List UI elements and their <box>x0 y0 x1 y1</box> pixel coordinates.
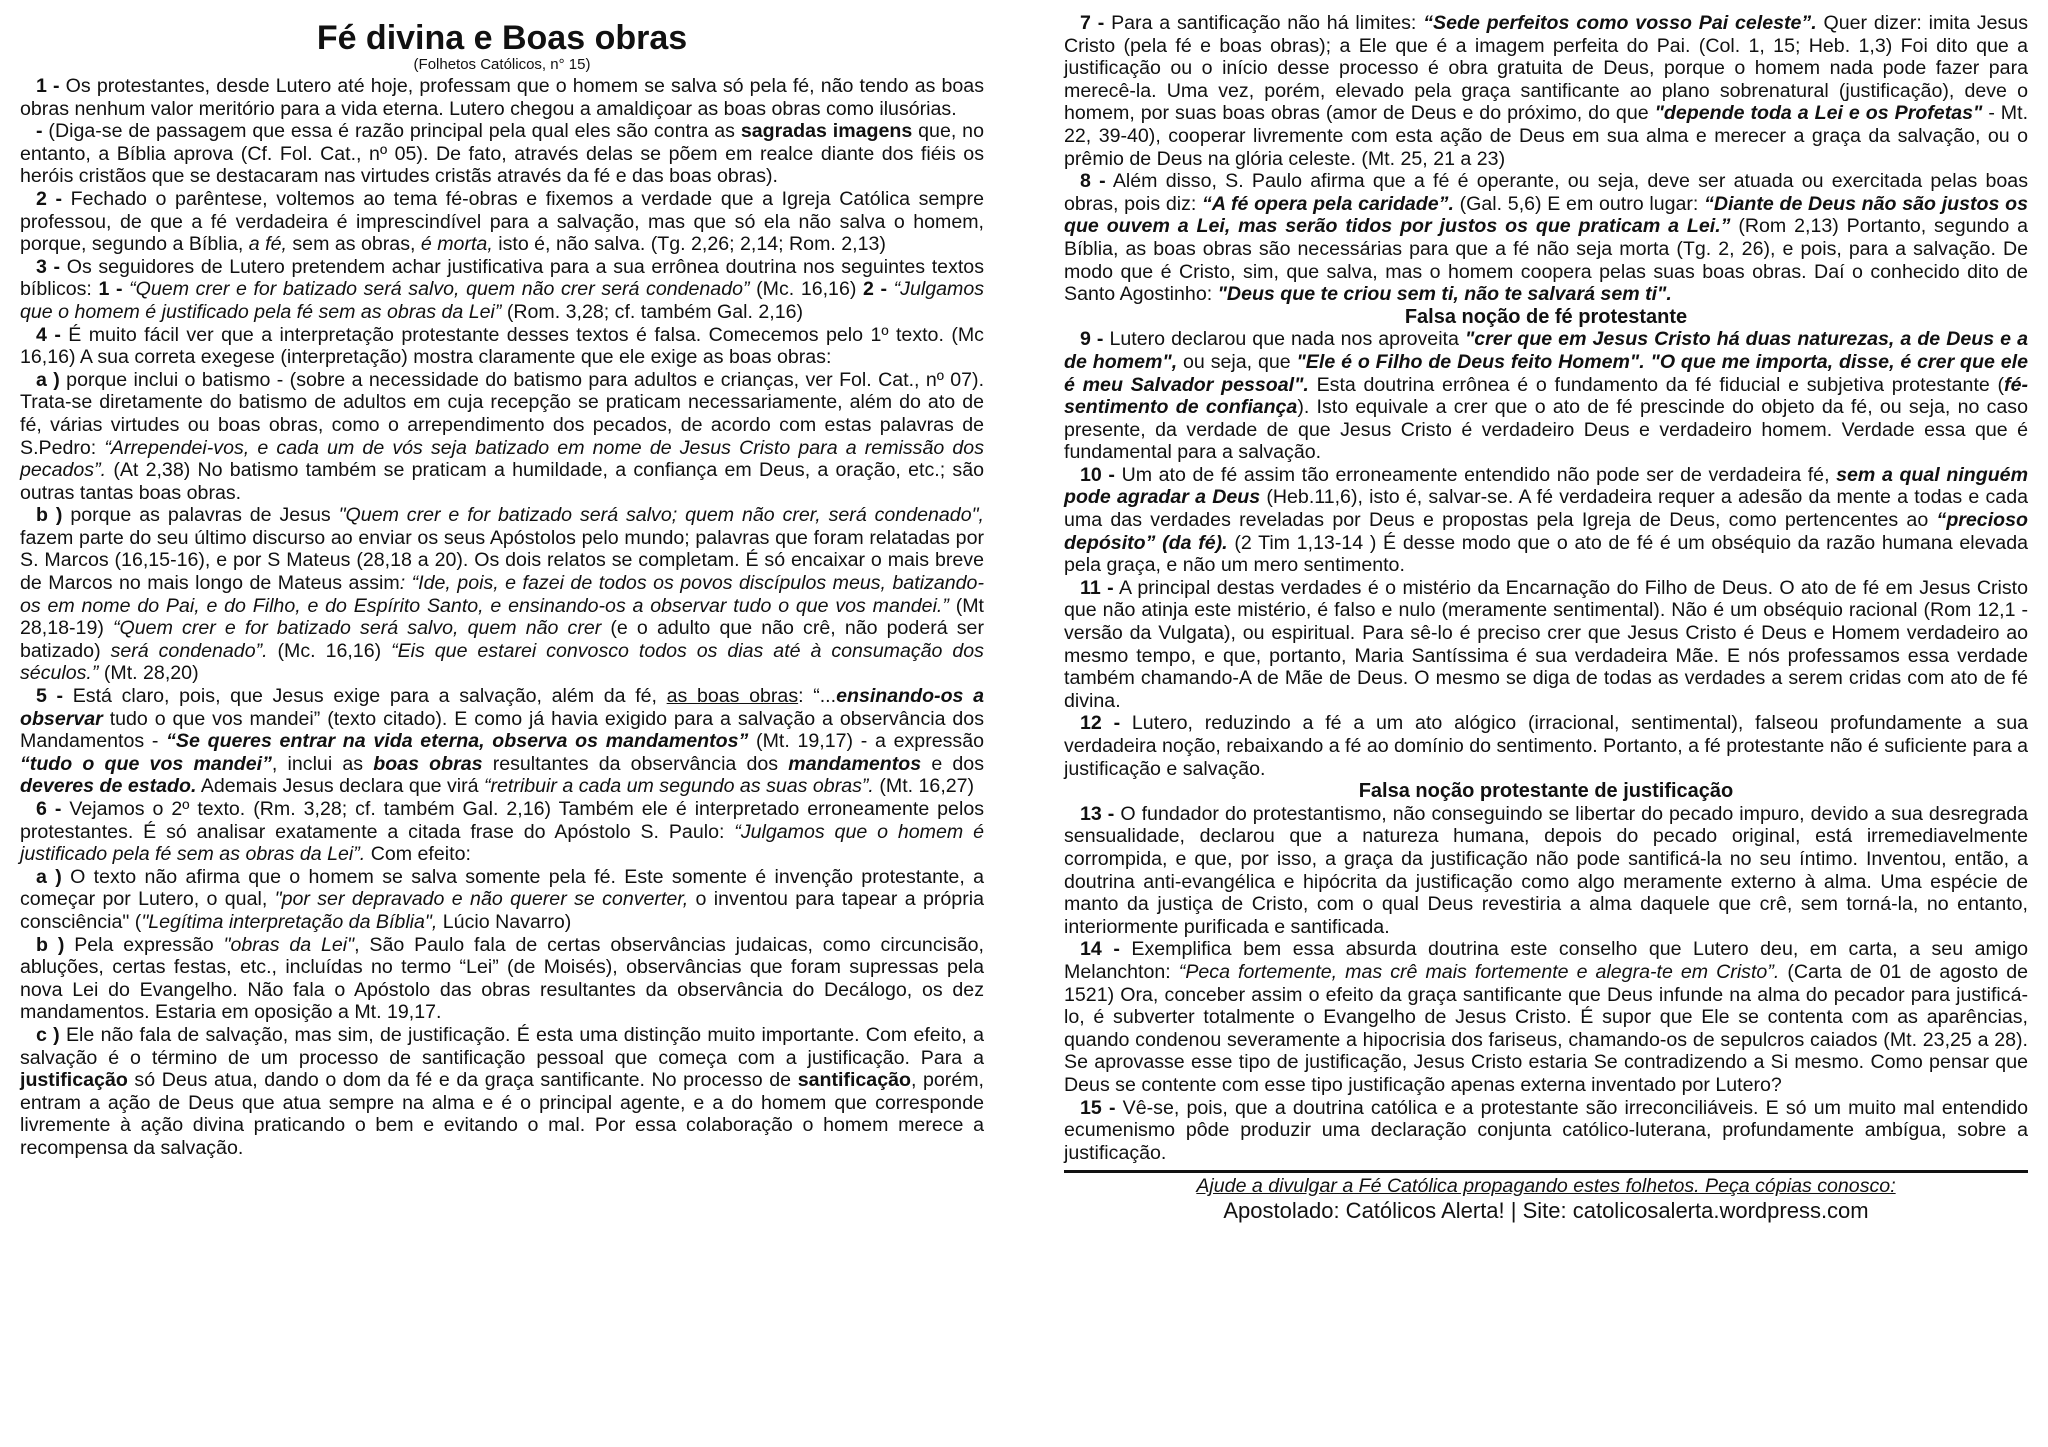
paragraph-7 <box>1064 12 2028 170</box>
quote: “Julgamos que o homem é justificado pela fé sem as obras da Lei” <box>20 278 985 323</box>
bold-text: santificação <box>797 1069 911 1092</box>
italic-text: é morta, <box>420 233 493 256</box>
text: Além disso, S. Paulo afirma que a fé é operante, ou seja, deve ser atuada ou exercitada pelas boas obras, pois diz: <box>1064 170 2029 215</box>
underlined-text: as boas obras <box>666 685 799 708</box>
paragraph-number: 10 - <box>1080 463 1115 486</box>
paragraph-12 <box>1064 712 2028 780</box>
bold-text: justificação <box>20 1069 128 1092</box>
text: Os protestantes, desde Lutero até hoje, professam que o homem se salva só pela fé, não tendo as boas obras nenhum valor meritório para a vida eterna. Lutero chegou a amaldiçoar as boas obras como ilusórias. <box>20 75 984 120</box>
text: : “... <box>798 685 837 708</box>
paragraph-number: - <box>36 120 43 143</box>
paragraph-6 <box>20 798 984 866</box>
quote: : “Ide, pois, e fazei de todos os povos discípulos meus, batizando-os em nome do Pai, e do Filho, e do Espírito Santo, e ensinando-os a observar tudo o que vos mandei.” <box>20 572 984 617</box>
paragraph-8 <box>1064 170 2028 306</box>
paragraph-6c <box>20 1024 984 1160</box>
bold-italic-text: “Sede perfeitos como vosso Pai celeste”. <box>1423 12 1817 34</box>
paragraph-number: 14 - <box>1080 938 1120 961</box>
text: , inclui as <box>271 752 364 775</box>
paragraph-number: a ) <box>36 368 60 391</box>
text: Está claro, pois, que Jesus exige para a salvação, além da fé, <box>72 685 657 708</box>
quote: “retribuir a cada um segundo as suas obras”. <box>483 775 874 798</box>
text: porque inclui o batismo - (sobre a necessidade do batismo para adultos e crianças, ver Fol. Cat., nº 07). Trata-se diretamente do batismo de adultos em cuja recepção se praticam necessariamente, além do ato de fé, várias virtudes ou boas obras, como o arrependimento dos pecados, de acordo com estas palavras de S.Pedro: <box>20 368 985 459</box>
text: resultantes da observância dos <box>492 752 779 775</box>
item-number: 1 - <box>98 278 123 301</box>
text: (Mc. 16,16) <box>277 639 382 662</box>
paragraph-15 <box>1064 1097 2028 1165</box>
bold-italic-text: deveres de estado. <box>20 775 197 798</box>
text: (Diga-se de passagem que essa é razão principal pela qual eles são contra as <box>48 120 735 143</box>
left-column <box>20 12 984 1160</box>
text: só Deus atua, dando o dom da fé e da graça santificante. No processo de <box>134 1069 792 1092</box>
text: Lúcio Navarro) <box>442 910 572 933</box>
text: o inventou para tapear a própria consciência" ( <box>20 888 984 933</box>
paragraph-number: b ) <box>36 504 63 527</box>
paragraph-4b <box>20 504 984 685</box>
paragraph-number: 1 - <box>36 75 60 97</box>
text: Ademais Jesus declara que virá <box>200 775 479 798</box>
text: (Mt 28,18-19) <box>20 594 984 640</box>
text: Fechado o parêntese, voltemos ao tema fé-obras e fixemos a verdade que a Igreja Católica sempre professou, de que a fé verdadeira é imprescindível para a salvação, mas que só ela não salva o homem, porque, segundo a Bíblia, <box>20 187 984 256</box>
paragraph-number: 7 - <box>1080 12 1105 34</box>
text: (Heb.11,6), isto é, salvar-se. A fé verdadeira requer a adesão da mente a todas e cada uma das verdades reveladas por Deus e propostas pela Igreja de Deus, como pertencentes ao <box>1064 486 2028 532</box>
bold-italic-text: mandamentos <box>788 752 922 775</box>
paragraph-13 <box>1064 803 2028 939</box>
paragraph-number: c ) <box>36 1023 60 1046</box>
text: (Gal. 5,6) E em outro lugar: <box>1459 192 1699 215</box>
paragraph-number: 13 - <box>1080 802 1115 825</box>
text: porque as palavras de Jesus <box>70 504 331 527</box>
paragraph-4a <box>20 369 984 505</box>
text: O texto não afirma que o homem se salva somente pela fé. Este somente é invenção protestante, a começar por Lutero, o qual, <box>20 865 985 911</box>
italic-text: a fé, <box>248 233 287 256</box>
paragraph-number: 9 - <box>1080 328 1104 351</box>
quote: “Arrependei-vos, e cada um de vós seja batizado em nome de Jesus Cristo para a remissão dos pecados”. <box>20 436 985 482</box>
text: ou seja, que <box>1183 350 1291 373</box>
text: A principal destas verdades é o mistério da Encarnação do Filho de Deus. O ato de fé em Jesus Cristo que não atinja este mistério, é falso e nulo (meramente sentimental). Não é um obséquio racional (Rom 12,1 - versão da Vulgata), ou espiritual. Para sê-lo é preciso crer que Jesus Cristo é Deus e Homem verdadeiro ao mesmo tempo, e que, portanto, Maria Santíssima é sua verdadeira Mãe. E nós professamos essa verdade também chamando-A de Mãe de Deus. O mesmo se diga de todas as verdades a serem cridas com ato de fé divina. <box>1064 576 2028 712</box>
bold-italic-text: boas obras <box>373 752 483 775</box>
paragraph-number: 6 - <box>36 798 62 820</box>
bold-italic-text: ensinando-os a observar <box>20 685 984 730</box>
text: Para a santificação não há limites: <box>1111 12 1417 34</box>
bold-italic-text: "Deus que te criou sem ti, não te salvará sem ti". <box>1217 283 1672 306</box>
text: , São Paulo fala de certas observâncias judaicas, como circuncisão, abluções, certas festas, etc., incluídas no termo “Lei” (de Moisés), observâncias que foram supressas pela nova Lei do Evangelho. Não fala o Apóstolo das obras resultantes da observância do Decálogo, os dez mandamentos. Estaria em oposição a Mt. 19,17. <box>20 933 985 1024</box>
bold-italic-text: "depende toda a Lei e os Profetas" <box>1654 102 1983 125</box>
text: tudo o que vos mandei” (texto citado). E como já havia exigido para a salvação a observância dos Mandamentos - <box>20 707 984 753</box>
bold-italic-text: “A fé opera pela caridade”. <box>1202 192 1454 215</box>
text: Exemplifica bem essa absurda doutrina este conselho que Lutero deu, em carta, a seu amigo Melanchton: <box>1064 938 2028 983</box>
text: Lutero, reduzindo a fé a um ato alógico (irracional, sentimental), falseou profundamente a sua verdadeira noção, rebaixando a fé ao domínio do sentimento. Portanto, a fé protestante não é suficiente para a justificação e salvação. <box>1064 712 2028 780</box>
item-number: 2 - <box>863 278 888 301</box>
paragraph-number: 2 - <box>36 187 63 210</box>
quote: “Quem crer e for batizado será salvo, quem não crer será condenado” <box>129 278 750 301</box>
text: Vê-se, pois, que a doutrina católica e a protestante são irreconciliáveis. E só um muito mal entendido ecumenismo pôde produzir uma declaração conjunta católico-luterana, profundamente ambígua, sobre a justificação. <box>1064 1096 2028 1164</box>
bold-text: sagradas imagens <box>740 120 913 143</box>
text: Quer dizer: imita Jesus Cristo (pela fé e boas obras); a Ele que é a imagem perfeita do Pai. (Col. 1, 15; Heb. 1,3) Foi dito que a justificação ou o início desse processo é obra gratuita de Deus, porque o homem nada pode fazer para merecê-la. Uma vez, porém, elevado pela graça santificante ao plano sobrenatural (justificação), deve o homem, por suas boas obras (amor de Deus e do próximo, do que <box>1064 12 2028 125</box>
text: Vejamos o 2º texto. (Rm. 3,28; cf. também Gal. 2,16) Também ele é interpretado erroneamente pelos protestantes. É só analisar exatamente a citada frase do Apóstolo S. Paulo: <box>20 798 985 843</box>
text: que, no entanto, a Bíblia aprova (Cf. Fol. Cat., nº 05). De fato, através delas se põem em realce diante dos fiéis os heróis cristãos que se destacaram nas virtudes cristãs através da fé e das boas obras). <box>20 120 984 188</box>
paragraph-9 <box>1064 328 2028 464</box>
section-heading-justification: Falsa noção protestante de justificação <box>1358 780 1734 803</box>
footer-divider <box>1064 1170 2028 1173</box>
text: - Mt. 22, 39-40), cooperar livremente com esta ação de Deus em sua alma e merecer a graça da salvação, ou o prêmio de Deus na glória celeste. (Mt. 25, 21 a 23) <box>1064 102 2029 170</box>
paragraph-2 <box>20 188 984 256</box>
text: Com efeito: <box>370 843 471 866</box>
quote: "por ser depravado e não querer se converter, <box>274 888 689 911</box>
text: Esta doutrina errônea é o fundamento da fé fiducial e subjetiva protestante ( <box>1316 373 2005 396</box>
bold-italic-text: “precioso depósito” (da fé). <box>1064 509 2028 554</box>
text: , porém, entram a ação de Deus que atua sempre na alma e é o principal agente, e a do homem que corresponde livremente à ação divina praticando o bem e evitando o mal. Por essa colaboração o homem merece a recompensa da salvação. <box>20 1069 984 1159</box>
quote: “Eis que estarei convosco todos os dias até à consumação dos séculos.” <box>20 639 984 685</box>
bold-italic-text: fé-sentimento de confiança <box>1064 373 2028 419</box>
bold-italic-text: “tudo o que vos mandei” <box>20 752 272 775</box>
text: e dos <box>931 752 984 775</box>
text: (Rom 2,13) Portanto, segundo a Bíblia, as boas obras são necessárias para que a fé não seja morta (Tg. 2, 26), e pois, para a salvação. De modo que é Cristo, sim, que salva, mas o homem coopera pelas suas boas obras. Daí o conhecido dito de Santo Agostinho: <box>1064 215 2028 306</box>
paragraph-number: 8 - <box>1080 170 1106 193</box>
paragraph-11 <box>1064 577 2028 713</box>
paragraph-number: 3 - <box>36 255 61 278</box>
text: (Carta de 01 de agosto de 1521) Ora, conceber assim o efeito da graça santificante que Deus infunde na alma do pecador para justificá-lo, é subverter totalmente o Evangelho de Jesus Cristo. É supor que Ele se contenta com as aparências, quando condenou severamente a hipocrisia dos fariseus, chamando-os de sepulcros caiados (Mt. 23,25 a 28). Se aprovasse esse tipo de justificação, Jesus Cristo estaria Se contradizendo a Si mesmo. Como pensar que Deus se contente com esse tipo justificação apenas externa inventado por Lutero? <box>1064 960 2028 1096</box>
footer-contact: Apostolado: Católicos Alerta! | Site: catolicosalerta.wordpress.com <box>1223 1197 1869 1223</box>
text: (e o adulto que não crê, não poderá ser batizado) <box>20 617 984 662</box>
paragraph-6a <box>20 866 984 934</box>
paragraph-number: 11 - <box>1080 576 1114 599</box>
quote: “Julgamos que o homem é justificado pela fé sem as obras da Lei”. <box>20 820 984 866</box>
text: É muito fácil ver que a interpretação protestante desses textos é falsa. Comecemos pelo 1º texto. (Mc 16,16) A sua correta exegese (interpretação) mostra claramente que ele exige as boas obras: <box>20 323 984 369</box>
paragraph-number: 5 - <box>36 685 64 708</box>
paragraph-10 <box>1064 464 2028 577</box>
paragraph-number: b ) <box>36 933 65 956</box>
paragraph-number: 4 - <box>36 323 61 346</box>
paragraph-1 <box>20 75 984 120</box>
right-column <box>1064 12 2028 1224</box>
text: O fundador do protestantismo, não conseguindo se libertar do pecado impuro, devido a sua desregrada sensualidade, declarou que a natureza humana, depois do pecado original, está irremediavelmente corrompida, e que, por isso, a graça da justificação não pode santificá-la no seu íntimo. Inventou, então, a doutrina anti-evangélica e hipócrita da justificação como algo meramente externo à alma. Uma espécie de manto da justiça de Cristo, com o qual Deus revestiria a alma daquele que crê, sem torná-la, no entanto, interiormente purificada e santificada. <box>1064 802 2029 938</box>
text: (Mc. 16,16) <box>756 278 857 301</box>
paragraph-6b <box>20 934 984 1024</box>
text: (Rom. 3,28; cf. também Gal. 2,16) <box>506 300 804 323</box>
paragraph-14 <box>1064 938 2028 1096</box>
text: (Mt. 28,20) <box>103 662 199 685</box>
quote: "obras da Lei" <box>223 933 355 956</box>
bold-italic-text: "Ele é o Filho de Deus feito Homem". "O que me importa, disse, é crer que ele é meu Salvador pessoal". <box>1064 350 2028 396</box>
quote: "Legítima interpretação da Bíblia", <box>141 910 438 933</box>
text: fazem parte do seu último discurso ao enviar os seus Apóstolos pelo mundo; palavras que foram relatadas por S. Marcos (16,15-16), e por S Mateus (28,18 a 20). Os dois relatos se completam. É só encaixar o mais breve de Marcos no mais longo de Mateus assim <box>20 526 984 595</box>
footer-promo: Ajude a divulgar a Fé Católica propagando estes folhetos. Peça cópias conosco: <box>1196 1175 1896 1198</box>
paragraph-number: 12 - <box>1080 712 1121 735</box>
paragraph-number: a ) <box>36 865 62 888</box>
quote: “Quem crer e for batizado será salvo, quem não crer <box>113 617 602 640</box>
bold-italic-text: "crer que em Jesus Cristo há duas naturezas, a de Deus e a de homem", <box>1064 328 2028 373</box>
text: (At 2,38) No batismo também se praticam a humildade, a confiança em Deus, a oração, etc.; são outras tantas boas obras. <box>20 459 984 504</box>
bold-italic-text: sem a qual ninguém pode agradar a Deus <box>1064 463 2028 509</box>
bold-italic-text: “Diante de Deus não são justos os que ouvem a Lei, mas serão tidos por justos os que praticam a Lei.” <box>1064 192 2028 238</box>
paragraph-4 <box>20 324 984 369</box>
section-heading-faith: Falsa noção de fé protestante <box>1404 305 1688 328</box>
quote: "Quem crer e for batizado será salvo; quem não crer, será condenado", <box>338 504 984 527</box>
text: sem as obras, <box>292 233 416 256</box>
text: ). Isto equivale a crer que o ato de fé prescinde do objeto da fé, ou seja, no caso presente, da verdade de que Jesus Cristo é verdadeiro Deus e verdadeiro homem. Verdade essa que é fundamental para a salvação. <box>1064 396 2028 464</box>
quote: será condenado”. <box>110 639 268 662</box>
page-title: Fé divina e Boas obras <box>316 19 688 57</box>
paragraph-3 <box>20 256 984 324</box>
quote: “Peca fortemente, mas crê mais fortemente e alegra-te em Cristo”. <box>1178 960 1780 983</box>
paragraph-number: 15 - <box>1080 1096 1116 1119</box>
text: (Mt. 16,27) <box>879 775 975 798</box>
text: isto é, não salva. (Tg. 2,26; 2,14; Rom. 2,13) <box>498 233 886 256</box>
text: Os seguidores de Lutero pretendem achar justificativa para a sua errônea doutrina nos seguintes textos bíblicos: <box>20 255 985 301</box>
text: Pela expressão <box>74 933 214 956</box>
text: (Mt. 19,17) - a expressão <box>756 730 984 753</box>
text: (2 Tim 1,13-14 ) É desse modo que o ato de fé é um obséquio da razão humana elevada pela graça, e não um mero sentimento. <box>1064 531 2028 577</box>
text: Ele não fala de salvação, mas sim, de justificação. É esta uma distinção muito importante. Com efeito, a salvação é o término de um processo de santificação pessoal que começa com a justificação. Para a <box>20 1023 984 1069</box>
text: Um ato de fé assim tão erroneamente entendido não pode ser de verdadeira fé, <box>1121 463 1830 486</box>
paragraph-5 <box>20 685 984 798</box>
bold-italic-text: “Se queres entrar na vida eterna, observa os mandamentos” <box>166 730 749 753</box>
paragraph-1b <box>20 120 984 188</box>
text: Lutero declarou que nada nos aproveita <box>1109 328 1459 351</box>
page-subtitle: (Folhetos Católicos, n° 15) <box>413 56 591 73</box>
